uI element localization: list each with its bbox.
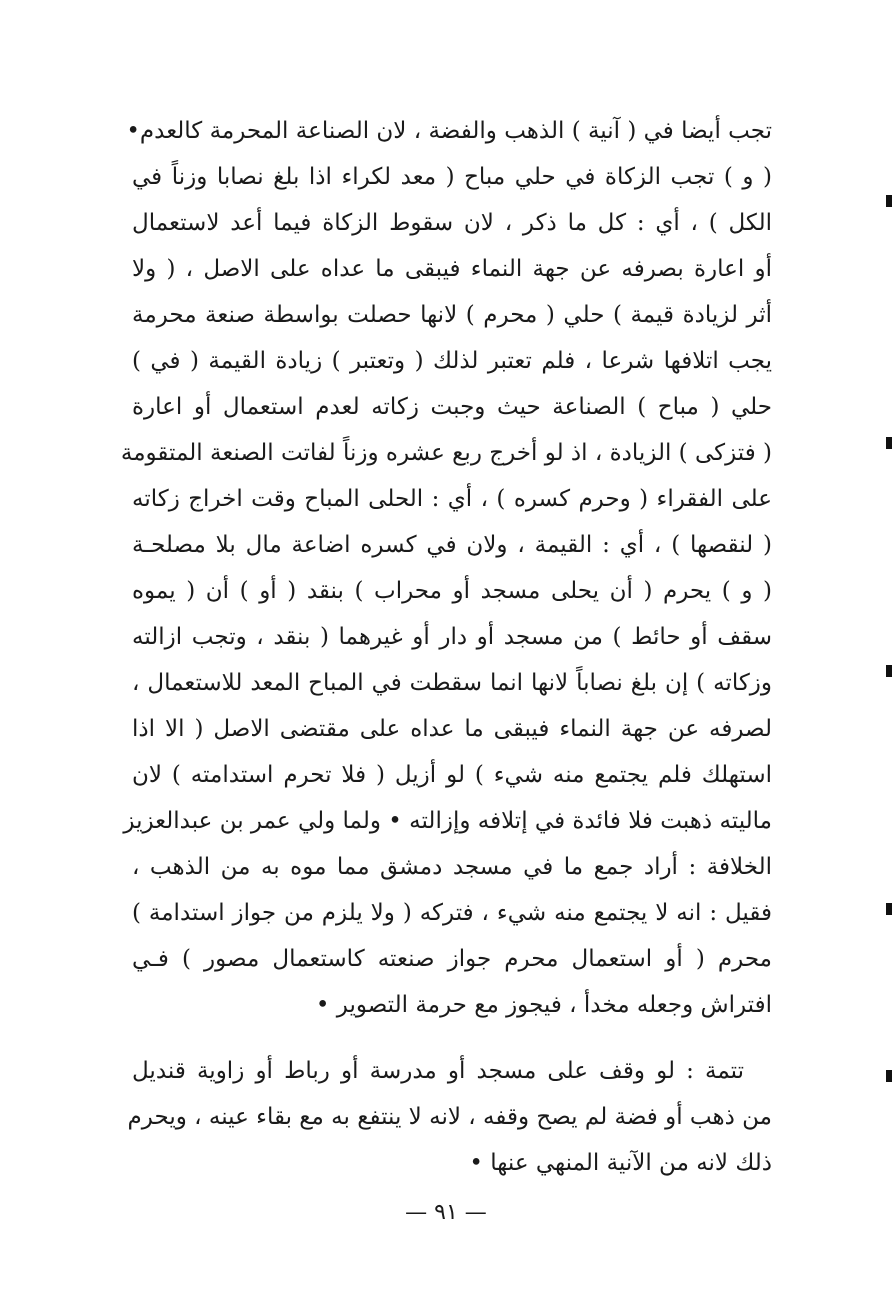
text-line: على الفقراء ( وحرم كسره ) ، أي : الحلى المباح وقت اخراج زكاته <box>132 486 772 512</box>
text-line: الخلافة : أراد جمع ما في مسجد دمشق مما موه به من الذهب ، <box>132 854 772 880</box>
text-line: ( و ) يحرم ( أن يحلى مسجد أو محراب ) بنقد ( أو ) أن ( يموه <box>132 578 772 604</box>
text-line: استهلك فلم يجتمع منه شيء ) لو أزيل ( فلا تحرم استدامته ) لان <box>132 762 772 788</box>
note-text-block <box>127 1048 772 1186</box>
edge-mark <box>886 437 892 449</box>
text-line: ( و ) تجب الزكاة في حلي مباح ( معد لكراء اذا بلغ نصابا وزناً في <box>132 164 772 190</box>
text-line: أو اعارة بصرفه عن جهة النماء فيبقى ما عداه على الاصل ، ( ولا <box>132 256 772 282</box>
text-line: افتراش وجعله مخدأ ، فيجوز مع حرمة التصوير • <box>315 992 772 1018</box>
edge-mark <box>886 1070 892 1082</box>
text-line: وزكاته ) إن بلغ نصاباً لانها انما سقطت في المباح المعد للاستعمال ، <box>132 670 772 696</box>
text-line: ( لنقصها ) ، أي : القيمة ، ولان في كسره اضاعة مال بلا مصلحـة <box>132 532 772 558</box>
note-line: من ذهب أو فضة لم يصح وقفه ، لانه لا ينتفع به مع بقاء عينه ، ويحرم <box>127 1104 772 1130</box>
text-line: تجب أيضا في ( آنية ) الذهب والفضة ، لان الصناعة المحرمة كالعدم• <box>126 118 772 144</box>
edge-mark <box>886 903 892 915</box>
text-line: الكل ) ، أي : كل ما ذكر ، لان سقوط الزكاة فيما أعد لاستعمال <box>132 210 772 236</box>
text-line: يجب اتلافها شرعا ، فلم تعتبر لذلك ( وتعتبر ) زيادة القيمة ( في ) <box>132 348 772 374</box>
edge-mark <box>886 665 892 677</box>
main-text-block <box>120 108 772 1028</box>
text-line: فقيل : انه لا يجتمع منه شيء ، فتركه ( ولا يلزم من جواز استدامة ) <box>132 900 772 926</box>
text-line: ( فتزكى ) الزيادة ، اذ لو أخرج ربع عشره وزناً لفاتت الصنعة المتقومة <box>120 440 772 466</box>
note-line: ذلك لانه من الآنية المنهي عنها • <box>469 1150 772 1176</box>
page-number: — ٩١ — <box>405 1200 487 1225</box>
text-line: لصرفه عن جهة النماء فيبقى ما عداه على مقتضى الاصل ( الا اذا <box>132 716 772 742</box>
text-line: محرم ( أو استعمال محرم جواز صنعته كاستعمال مصور ) فـي <box>132 946 772 972</box>
text-line: أثر لزيادة قيمة ) حلي ( محرم ) لانها حصلت بواسطة صنعة محرمة <box>132 302 772 328</box>
text-line: سقف أو حائط ) من مسجد أو دار أو غيرهما ( بنقد ، وتجب ازالته <box>132 624 772 650</box>
edge-mark <box>886 195 892 207</box>
text-line: حلي ( مباح ) الصناعة حيث وجبت زكاته لعدم استعمال أو اعارة <box>132 394 772 420</box>
text-line: ماليته ذهبت فلا فائدة في إتلافه وإزالته • ولما ولي عمر بن عبدالعزيز <box>123 808 772 834</box>
note-line: تتمة : لو وقف على مسجد أو مدرسة أو رباط أو زاوية قنديل <box>132 1058 744 1084</box>
